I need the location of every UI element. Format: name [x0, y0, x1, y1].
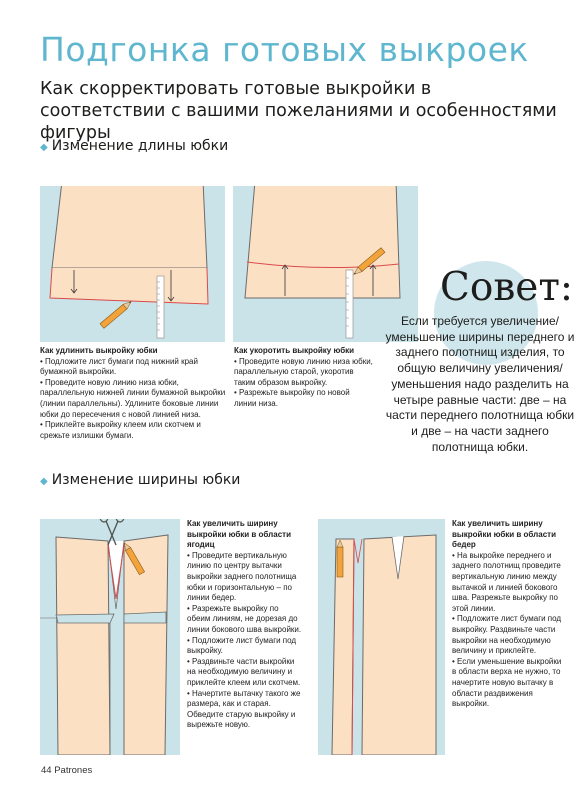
- thighs-caption: [452, 519, 564, 710]
- hips-illustration: [40, 519, 180, 755]
- hips-caption: [187, 519, 302, 731]
- hips-step: • Подложите лист бумаги под выкройку.: [187, 635, 297, 656]
- thighs-diagram: [318, 519, 445, 755]
- thighs-illustration: [318, 519, 445, 755]
- page-number: 44: [41, 765, 52, 776]
- lengthen-diagram: [40, 186, 225, 342]
- hips-diagram: [40, 519, 180, 755]
- section-width-title: Изменение ширины юбки: [51, 472, 241, 488]
- hips-title: Как увеличить ширину выкройки юбки в области ягодиц: [187, 519, 291, 550]
- section-bullet-icon: ◆: [40, 476, 48, 487]
- magazine-name: Patrones: [54, 765, 93, 776]
- lengthen-caption: [40, 346, 226, 441]
- section-length-title: Изменение длины юбки: [51, 138, 229, 154]
- section-bullet-icon: ◆: [40, 142, 48, 153]
- lengthen-step: • Подложите лист бумаги под нижний край бумажной выкройки.: [40, 356, 198, 377]
- page-footer: [41, 765, 92, 776]
- shorten-caption: [234, 346, 374, 410]
- thighs-step: • На выкройке переднего и заднего полотнищ проведите вертикальную линию между вытачкой и линией бокового шва. Разрежьте выкройку по этой линии.: [452, 550, 561, 613]
- shorten-title: Как укоротить выкройку юбки: [234, 346, 355, 355]
- lengthen-title: Как удлинить выкройку юбки: [40, 346, 158, 355]
- page-title: Подгонка готовых выкроек: [40, 30, 529, 69]
- section-length-heading: [40, 138, 228, 154]
- page-subtitle: Как скорректировать готовые выкройки в соответствии с вашими пожеланиями и особенностями фигуры: [40, 79, 557, 143]
- section-width-heading: [40, 472, 240, 488]
- hips-step: • Раздвиньте части выкройки на необходимую величину и приклейте клеем или скотчем.: [187, 656, 301, 687]
- lengthen-illustration: [40, 186, 225, 342]
- thighs-title: Как увеличить ширину выкройки юбки в области бедер: [452, 519, 556, 550]
- thighs-step: • Подложите лист бумаги под выкройку. Раздвиньте части выкройки на необходимую величину и приклейте.: [452, 614, 562, 656]
- shorten-step: • Проведите новую линию низа юбки, параллельную старой, укоротив таким образом выкройку.: [234, 356, 373, 387]
- hips-step: • Разрежьте выкройку по обеим линиям, не дорезая до линии бокового шва выкройки.: [187, 603, 302, 634]
- hips-step: • Проведите вертикальную линию по центру вытачки выкройки заднего полотнища юбки и горизонтальную – по линии бедер.: [187, 550, 297, 603]
- thighs-step: • Если уменьшение выкройки в области верха не нужно, то начертите новую вытачку в области раздвижения выкройки.: [452, 656, 562, 709]
- tip-text: Если требуется увеличение/ уменьшение ширины переднего и заднего полотнищ изделия, то общую величину увеличения/ уменьшения надо разделить на четыре равные части: две – на части переднего полотнища юбки и две – на части заднего полотнища юбки.: [385, 314, 575, 454]
- tip-heading: Совет:: [440, 265, 574, 310]
- lengthen-step: • Приклейте выкройку клеем или скотчем и срежьте излишки бумаги.: [40, 420, 201, 440]
- shorten-step: • Разрежьте выкройку по новой линии низа.: [234, 388, 350, 408]
- lengthen-step: • Проведите новую линию низа юбки, параллельную нижней линии бумажной выкройки (линии параллельны). Удлините боковые линии юбки до пересечения с новой линией низа.: [40, 377, 226, 419]
- hips-step: • Начертите вытачку такого же размера, как и старая. Обведите старую выкройку и вырежьте новую.: [187, 688, 301, 730]
